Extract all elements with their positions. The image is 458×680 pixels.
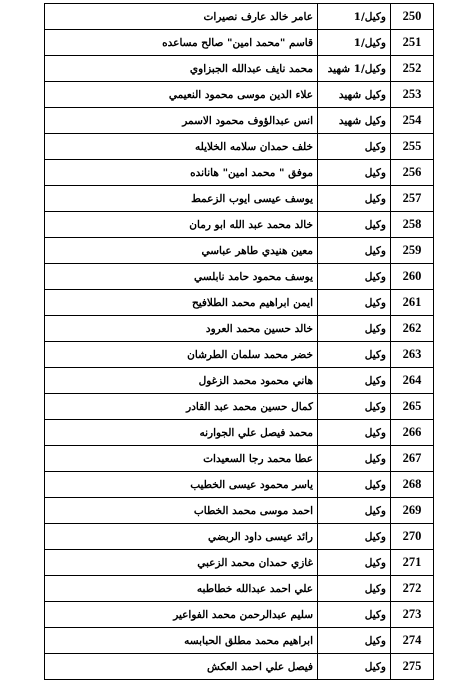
name-cell: يوسف محمود حامد نابلسي (45, 264, 318, 290)
row-number: 252 (391, 56, 434, 82)
rank-cell: وكيل (318, 160, 391, 186)
rank-cell: وكيل (318, 602, 391, 628)
table-row (45, 108, 434, 134)
table-row (45, 316, 434, 342)
name-cell: عامر خالد عارف نصيرات (45, 4, 318, 30)
row-number: 260 (391, 264, 434, 290)
rank-cell: وكيل (318, 628, 391, 654)
name-cell: قاسم "محمد امين" صالح مساعده (45, 30, 318, 56)
table-row (45, 498, 434, 524)
table-row (45, 602, 434, 628)
rank-cell: وكيل (318, 498, 391, 524)
row-number: 262 (391, 316, 434, 342)
rank-cell: وكيل (318, 186, 391, 212)
table-row (45, 342, 434, 368)
name-cell: خالد حسين محمد العرود (45, 316, 318, 342)
name-cell: هاني محمود محمد الزغول (45, 368, 318, 394)
roster-table (44, 3, 434, 680)
row-number: 275 (391, 654, 434, 680)
row-number: 266 (391, 420, 434, 446)
table-row (45, 30, 434, 56)
row-number: 270 (391, 524, 434, 550)
table-row (45, 4, 434, 30)
name-cell: يوسف عيسى ايوب الزعمط (45, 186, 318, 212)
roster-body (45, 4, 434, 680)
row-number: 271 (391, 550, 434, 576)
table-row (45, 394, 434, 420)
rank-cell: وكيل (318, 446, 391, 472)
name-cell: غازي حمدان محمد الزعبي (45, 550, 318, 576)
row-number: 257 (391, 186, 434, 212)
row-number: 254 (391, 108, 434, 134)
name-cell: خلف حمدان سلامه الخلايله (45, 134, 318, 160)
row-number: 265 (391, 394, 434, 420)
name-cell: عطا محمد رجا السعيدات (45, 446, 318, 472)
rank-cell: وكيل (318, 134, 391, 160)
name-cell: معين هنيدي طاهر عباسي (45, 238, 318, 264)
table-row (45, 446, 434, 472)
rank-cell: وكيل (318, 524, 391, 550)
name-cell: ابراهيم محمد مطلق الحبابسه (45, 628, 318, 654)
name-cell: خالد محمد عبد الله ابو رمان (45, 212, 318, 238)
rank-cell: وكيل/1 شهيد (318, 56, 391, 82)
name-cell: محمد فيصل علي الجوارنه (45, 420, 318, 446)
rank-cell: وكيل (318, 394, 391, 420)
rank-cell: وكيل/1 (318, 30, 391, 56)
row-number: 258 (391, 212, 434, 238)
rank-cell: وكيل (318, 316, 391, 342)
rank-cell: وكيل (318, 420, 391, 446)
name-cell: علي احمد عبدالله خطاطبه (45, 576, 318, 602)
name-cell: ياسر محمود عيسى الخطيب (45, 472, 318, 498)
rank-cell: وكيل (318, 550, 391, 576)
rank-cell: وكيل (318, 264, 391, 290)
row-number: 255 (391, 134, 434, 160)
table-row (45, 186, 434, 212)
row-number: 269 (391, 498, 434, 524)
row-number: 261 (391, 290, 434, 316)
table-row (45, 472, 434, 498)
name-cell: علاء الدين موسى محمود النعيمي (45, 82, 318, 108)
row-number: 263 (391, 342, 434, 368)
table-row (45, 56, 434, 82)
table-row (45, 82, 434, 108)
name-cell: رائد عيسى داود الربضي (45, 524, 318, 550)
row-number: 259 (391, 238, 434, 264)
table-row (45, 290, 434, 316)
table-row (45, 576, 434, 602)
table-row (45, 420, 434, 446)
name-cell: ايمن ابراهيم محمد الطلافيح (45, 290, 318, 316)
name-cell: احمد موسى محمد الخطاب (45, 498, 318, 524)
rank-cell: وكيل شهيد (318, 82, 391, 108)
rank-cell: وكيل (318, 368, 391, 394)
rank-cell: وكيل (318, 576, 391, 602)
rank-cell: وكيل (318, 212, 391, 238)
table-row (45, 134, 434, 160)
rank-cell: وكيل شهيد (318, 108, 391, 134)
row-number: 274 (391, 628, 434, 654)
row-number: 268 (391, 472, 434, 498)
table-row (45, 212, 434, 238)
row-number: 256 (391, 160, 434, 186)
rank-cell: وكيل (318, 238, 391, 264)
name-cell: محمد نايف عبدالله الجبزاوي (45, 56, 318, 82)
name-cell: فيصل علي احمد العكش (45, 654, 318, 680)
rank-cell: وكيل (318, 342, 391, 368)
row-number: 253 (391, 82, 434, 108)
table-row (45, 654, 434, 680)
name-cell: كمال حسين محمد عبد القادر (45, 394, 318, 420)
rank-cell: وكيل (318, 290, 391, 316)
row-number: 250 (391, 4, 434, 30)
table-row (45, 550, 434, 576)
table-row (45, 264, 434, 290)
name-cell: موفق " محمد امين" هانانده (45, 160, 318, 186)
table-row (45, 524, 434, 550)
name-cell: خضر محمد سلمان الطرشان (45, 342, 318, 368)
rank-cell: وكيل/1 (318, 4, 391, 30)
row-number: 251 (391, 30, 434, 56)
row-number: 267 (391, 446, 434, 472)
name-cell: سليم عبدالرحمن محمد الفواعير (45, 602, 318, 628)
table-row (45, 160, 434, 186)
row-number: 264 (391, 368, 434, 394)
table-row (45, 368, 434, 394)
row-number: 272 (391, 576, 434, 602)
name-cell: انس عبدالؤوف محمود الاسمر (45, 108, 318, 134)
row-number: 273 (391, 602, 434, 628)
rank-cell: وكيل (318, 654, 391, 680)
table-row (45, 628, 434, 654)
table-row (45, 238, 434, 264)
rank-cell: وكيل (318, 472, 391, 498)
